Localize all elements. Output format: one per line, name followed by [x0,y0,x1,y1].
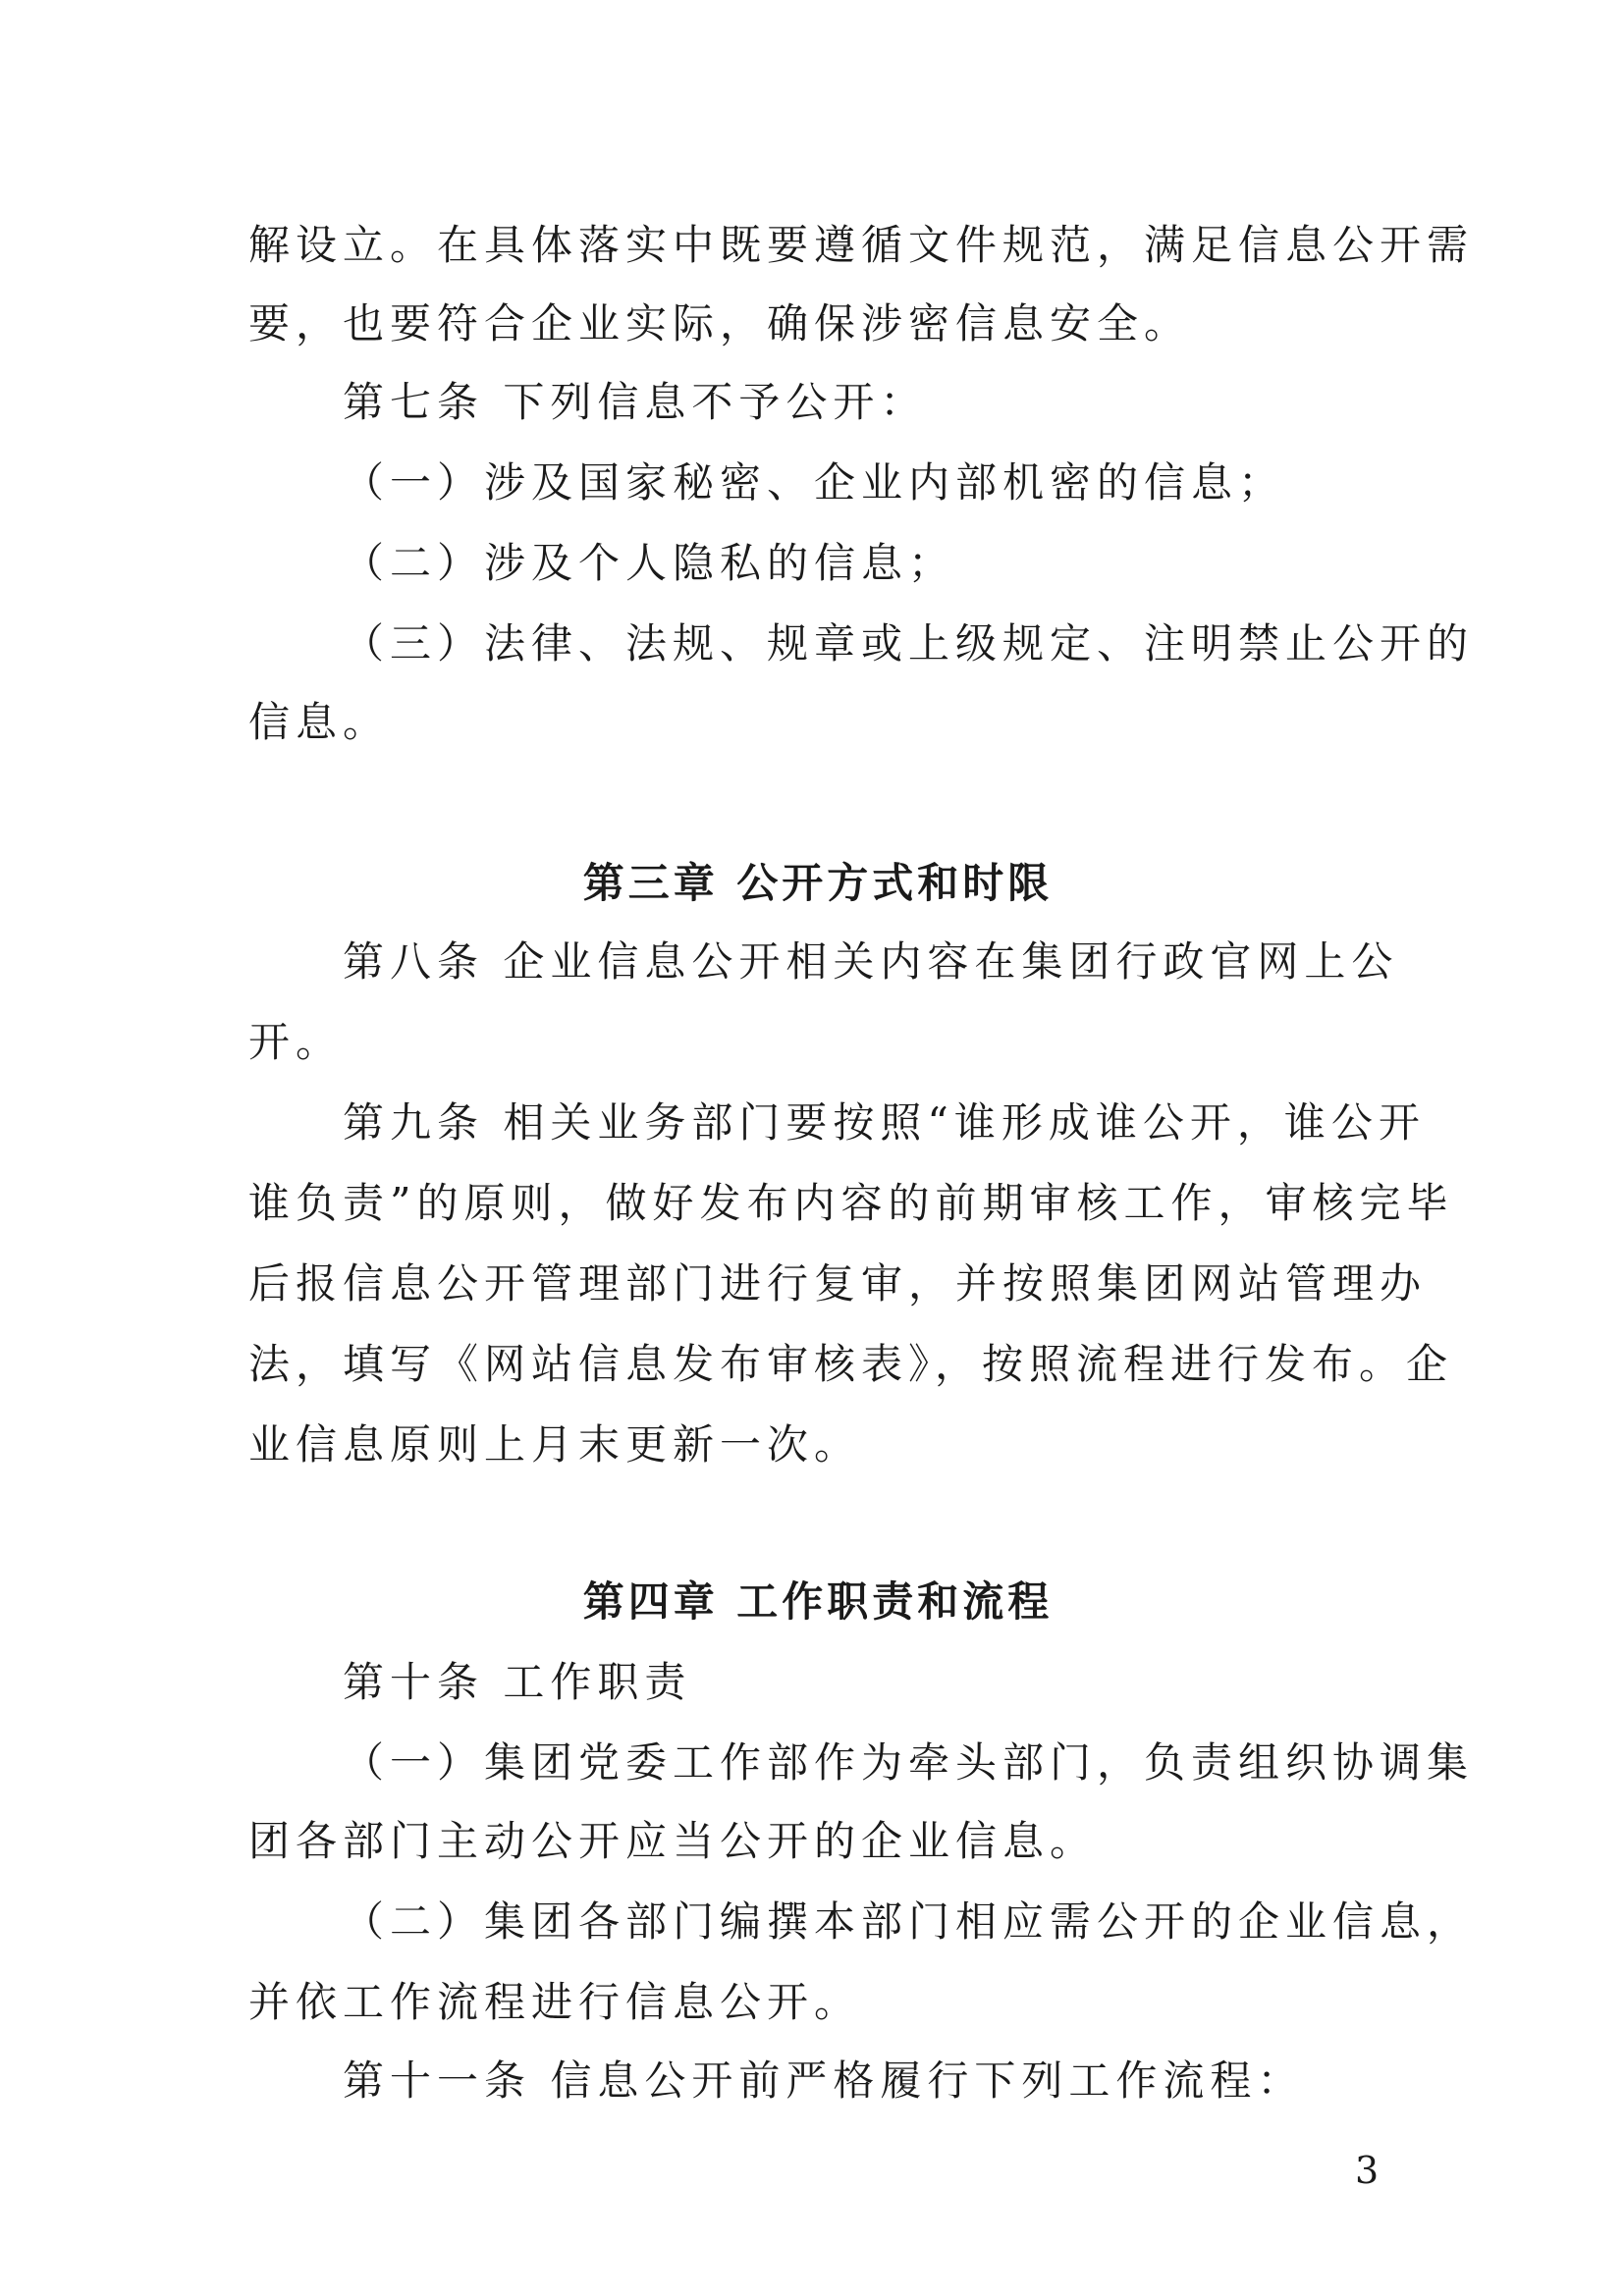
article-11-text: 第十一条 信息公开前严格履行下列工作流程： [343,2056,1305,2105]
body-text-line: 团各部门主动公开应当公开的企业信息。 [248,1817,1098,1865]
body-text-line: 解设立。在具体落实中既要遵循文件规范，满足信息公开需 [248,221,1475,269]
body-text-line: 信息。 [248,698,391,746]
article-8-text: 第八条 企业信息公开相关内容在集团行政官网上公 [343,937,1399,986]
list-item: （二）涉及个人隐私的信息； [343,539,956,587]
chapter-4-heading: 第四章 工作职责和流程 [582,1577,1054,1626]
list-item: （一）涉及国家秘密、企业内部机密的信息； [343,458,1286,507]
body-text-line: 业信息原则上月末更新一次。 [248,1420,862,1468]
page-number: 3 [1355,2149,1380,2192]
body-text-line: 法，填写《网站信息发布审核表》，按照流程进行发布。企 [248,1340,1454,1388]
chapter-3-heading: 第三章 公开方式和时限 [582,859,1054,907]
body-text-line: 要，也要符合企业实际，确保涉密信息安全。 [248,299,1192,347]
body-text-line: 后报信息公开管理部门进行复审，并按照集团网站管理办 [248,1259,1428,1308]
article-9-text: 第九条 相关业务部门要按照“谁形成谁公开，谁公开 [343,1098,1426,1147]
article-7-heading: 第七条 下列信息不予公开： [343,378,928,426]
list-item: （三）法律、法规、规章或上级规定、注明禁止公开的 [343,619,1475,667]
article-10-heading: 第十条 工作职责 [343,1658,692,1706]
list-item: （一）集团党委工作部作为牵头部门，负责组织协调集 [343,1738,1475,1787]
body-text-line: 并依工作流程进行信息公开。 [248,1978,862,2026]
body-text-line: 谁负责”的原则，做好发布内容的前期审核工作，审核完毕 [248,1179,1454,1227]
list-item: （二）集团各部门编撰本部门相应需公开的企业信息， [343,1897,1475,1946]
body-text-line: 开。 [248,1018,344,1066]
